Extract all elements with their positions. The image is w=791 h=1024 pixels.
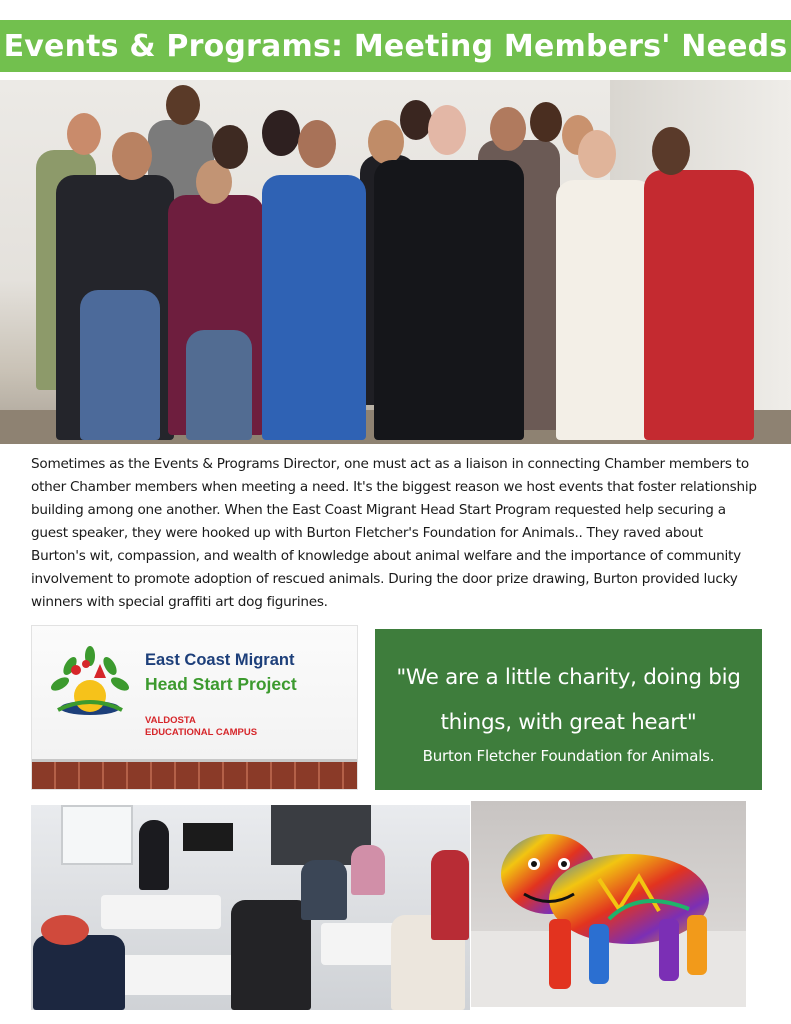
person bbox=[139, 820, 169, 890]
person-head bbox=[212, 125, 248, 169]
header-banner bbox=[0, 20, 791, 72]
tv-screen bbox=[183, 823, 233, 851]
person bbox=[33, 935, 125, 1010]
head-start-logo-icon bbox=[40, 634, 140, 734]
person bbox=[431, 850, 469, 940]
brick-wall bbox=[32, 759, 357, 789]
person bbox=[186, 330, 252, 440]
person-head bbox=[298, 120, 336, 168]
meeting-photo bbox=[31, 805, 470, 1010]
person-head bbox=[400, 100, 432, 140]
person-head bbox=[112, 132, 152, 180]
person-head bbox=[490, 107, 526, 151]
person-head bbox=[368, 120, 404, 164]
person-head bbox=[652, 127, 690, 175]
person bbox=[644, 170, 754, 440]
person-head bbox=[428, 105, 466, 155]
group-photo bbox=[0, 80, 791, 444]
person bbox=[374, 160, 524, 440]
person bbox=[556, 180, 654, 440]
window bbox=[61, 805, 133, 865]
person-head bbox=[262, 110, 300, 156]
graffiti-bulldog-icon bbox=[489, 819, 729, 1004]
person bbox=[301, 860, 347, 920]
quote-box bbox=[375, 629, 762, 790]
campus-name: VALDOSTA EDUCATIONAL CAMPUS bbox=[145, 715, 258, 738]
person-head bbox=[578, 130, 616, 178]
person-head bbox=[67, 113, 101, 155]
dog-figurine-photo bbox=[471, 801, 746, 1007]
table bbox=[101, 895, 221, 929]
person-head bbox=[166, 85, 200, 125]
org-name-line1: East Coast Migrant bbox=[145, 651, 295, 669]
person bbox=[80, 290, 160, 440]
person-head bbox=[530, 102, 562, 142]
head-start-logo-sign bbox=[31, 625, 358, 790]
quote-text: "We are a little charity, doing big things, with great heart" bbox=[396, 664, 741, 735]
person bbox=[231, 900, 311, 1010]
person bbox=[351, 845, 385, 895]
person bbox=[41, 915, 89, 945]
article-paragraph: Sometimes as the Events & Programs Director, one must act as a liaison in connecting Chamber members to other Chamber members when meeting a need. It's the biggest reason we host events that foster relationship building among one another. When the East Coast Migrant Head Start Program requested help securing a guest speaker, they were hooked up with Burton Fletcher's Foundation for Animals.. They raved about Burton's wit, compassion, and wealth of knowledge about animal welfare and the importance of community involvement to promote adoption of rescued animals. During the door prize drawing, Burton provided lucky winners with special graffiti art dog figurines. bbox=[31, 456, 757, 610]
org-name-line2: Head Start Project bbox=[145, 674, 297, 694]
person bbox=[262, 175, 366, 440]
quote-attribution: Burton Fletcher Foundation for Animals. bbox=[422, 746, 715, 765]
page-title: Events & Programs: Meeting Members' Needs bbox=[3, 28, 788, 64]
